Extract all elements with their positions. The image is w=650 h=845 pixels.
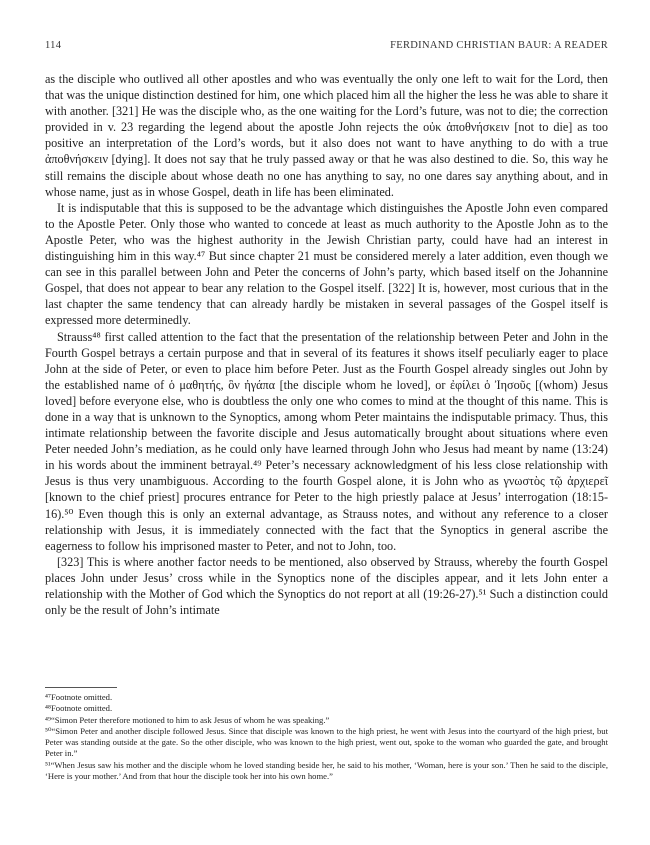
footnote-47: ⁴⁷Footnote omitted. xyxy=(45,692,113,702)
paragraph-4: [323] This is where another factor needs to be mentioned, also observed by Strauss, whereby the fourth Gospel places John under Jesus’ cross while in the Synoptics none of the disciples appear, and it lets John enter a relationship with the Mother of God which the Synoptics do not report at all (19:26-27).⁵¹ Such a distinction could only be the result of John’s intimate xyxy=(45,554,608,618)
footnote-48: ⁴⁸Footnote omitted. xyxy=(45,703,113,714)
main-text xyxy=(45,71,608,618)
footnote-49: ⁴⁹“Simon Peter therefore motioned to him to ask Jesus of whom he was speaking.” xyxy=(45,714,330,725)
paragraph-2: It is indisputable that this is supposed to be the advantage which distinguishes the Apostle John even compared to the Apostle Peter. Only those who wanted to concede at least as much authority to the Apostle John as to the Apostle Peter, who was the highest authority in the Jewish Christian party, could have had an interest in distinguishing him in this way.⁴⁷ But since chapter 21 must be considered merely a later addition, even though we can see in this parallel between John and Peter the concerns of John’s party, which based itself on the Johannine Gospel, that does not appear to bear any relation to the Gospel itself. [322] It is, however, most curious that in the last chapter the same tendency that can already hardly be mistaken in several passages of the Gospel itself is expressed more determinedly. xyxy=(45,200,608,328)
footnote-separator-rule xyxy=(45,687,117,688)
footnote-51: ⁵¹“When Jesus saw his mother and the disciple whom he loved standing beside her, he said to his mother, ‘Woman, here is your son.’ Then he said to the disciple, ‘Here is your mother.’ And from that hour the disciple took her into his own home.” xyxy=(45,759,608,782)
footnote-50: ⁵⁰“Simon Peter and another disciple followed Jesus. Since that disciple was known to the high priest, he went with Jesus into the courtyard of the high priest, but Peter was standing outside at the gate. So the other disciple, who was known to the high priest, went out, spoke to the woman who guarded the gate, and brought Peter in.” xyxy=(45,725,608,759)
paragraph-3: Strauss⁴⁸ first called attention to the fact that the presentation of the relationship between Peter and John in the Fourth Gospel betrays a certain purpose and that in several of its features it shows itself peculiarly eager to place John at the side of Peter, or even to place him before Peter. Just as the Fourth Gospel already singles out John by the established name of ὁ μαθητής, ὃν ἠγάπα [the disciple whom he loved], or ἐφίλει ὁ Ἰησοῦς [(whom) Jesus loved] before everyone else, who is doubtless the only one who comes to mind at the thought of this name. This is done in a way that is unknown to the Synoptics, among whom Peter maintains the indisputable primacy. Thus, this intimate relationship between the favorite disciple and Jesus automatically brought about situations where even Peter needed John’s mediation, as he could only have learned through John who Jesus had meant by name (13:24) in his words about the imminent betrayal.⁴⁹ Peter’s necessary acknowledgment of his less close relationship with Jesus is thus very unambiguous. According to the fourth Gospel alone, it is John who as γνωστὸς τῷ ἀρχιερεῖ [known to the chief priest] procures entrance for Peter to the high priestly palace at Jesus’ interrogation (18:15-16).⁵⁰ Even though this is only an external advantage, as Strauss notes, and without any reference to a closer relationship with Jesus, it is immediately connected with the fact that the Synoptics in general ascribe the eagerness to follow his imprisoned master to Peter, and not to John, too. xyxy=(45,329,608,553)
running-title: FERDINAND CHRISTIAN BAUR: A READER xyxy=(390,40,608,51)
running-header xyxy=(45,40,608,51)
footnotes xyxy=(45,692,608,782)
paragraph-1: as the disciple who outlived all other apostles and who was eventually the only one left to wait for the Lord, then that was the unique distinction destined for him, one which placed him all the higher the less he was able to share it with another. [321] He was the disciple who, as the one waiting for the Lord’s future, was not to die; the correction provided in v. 23 regarding the legend about the apostle John rejects the οὐκ ἀποθνήσκειν [not to die] as too positive an interpretation of the Lord’s words, but it also does not want to have anything to do with a true ἀποθνήσκειν [dying]. It does not say that he truly passed away or that he was also destined to die. So, this way he still remains the disciple about whose death no one has anything to say, no one dares say anything about, and in whose name, just as in whose Gospel, death in life has been eliminated. xyxy=(45,72,608,199)
page-number: 114 xyxy=(45,40,62,51)
